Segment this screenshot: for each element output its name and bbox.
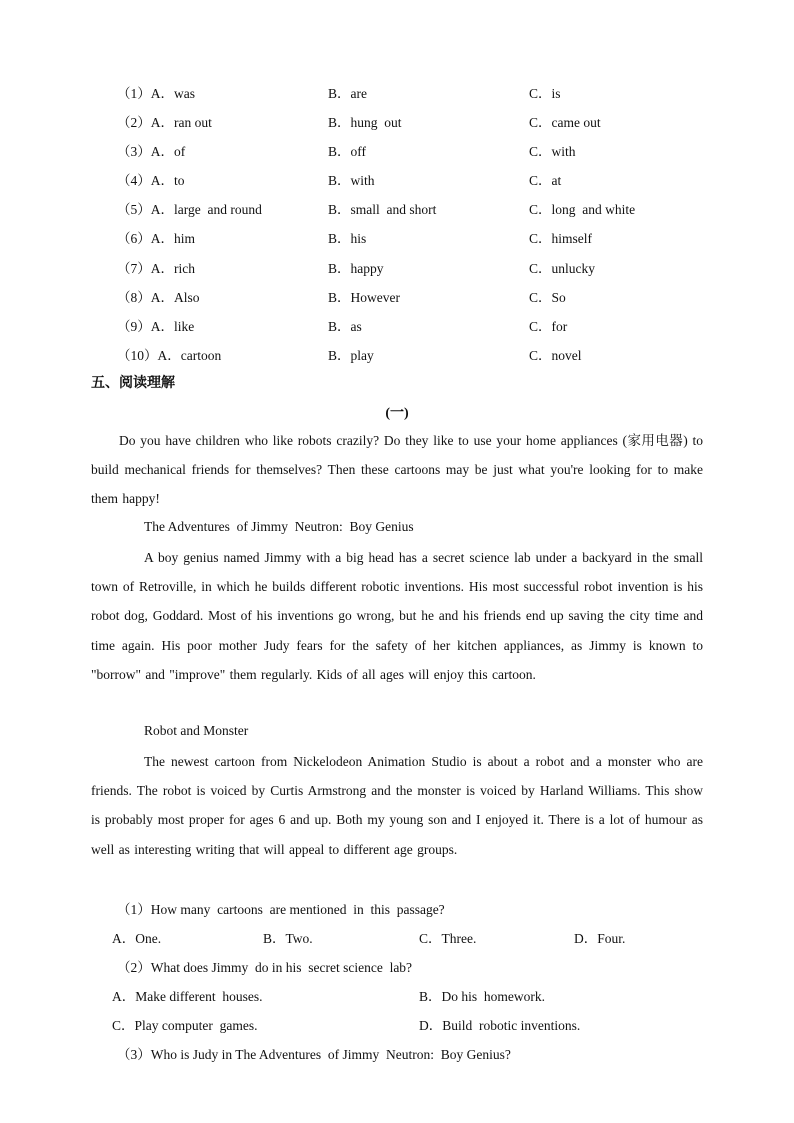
answer-option-d: D．Build robotic inventions. bbox=[419, 1018, 581, 1033]
question-stem: （2）What does Jimmy do in his secret science lab? bbox=[117, 960, 413, 975]
option-a: （7）A．rich bbox=[117, 261, 195, 276]
cloze-option-row bbox=[0, 82, 794, 102]
option-c: C．is bbox=[529, 86, 561, 101]
question-stem: （1）How many cartoons are mentioned in this passage? bbox=[117, 902, 445, 917]
cloze-option-row bbox=[0, 286, 794, 306]
option-b: B．happy bbox=[328, 261, 384, 276]
cloze-option-row bbox=[0, 140, 794, 160]
passage-number: (一) bbox=[385, 406, 409, 421]
cartoon-description: The newest cartoon from Nickelodeon Animation Studio is about a robot and a monster who are friends. The robot is voiced by Curtis Armstrong and the monster is voiced by Harland Williams. This show is probably most proper for ages 6 and up. Both my young son and I enjoyed it. There is a lot of humour as well as interesting writing that will appeal to different age groups. bbox=[91, 754, 703, 857]
answer-option-c: C．Play computer games. bbox=[112, 1018, 258, 1033]
answer-option-a: A．One. bbox=[112, 931, 162, 946]
option-a: （8）A．Also bbox=[117, 290, 200, 305]
option-a: （10）A．cartoon bbox=[117, 348, 222, 363]
cloze-option-row bbox=[0, 169, 794, 189]
option-a: （1）A．was bbox=[117, 86, 195, 101]
option-a: （9）A．like bbox=[117, 319, 195, 334]
option-c: C．So bbox=[529, 290, 566, 305]
cloze-option-row bbox=[0, 111, 794, 131]
option-a: （2）A．ran out bbox=[117, 115, 212, 130]
question-stem: （3）Who is Judy in The Adventures of Jimmy Neutron: Boy Genius? bbox=[117, 1047, 511, 1062]
option-b: B．small and short bbox=[328, 202, 437, 217]
option-a: （4）A．to bbox=[117, 173, 185, 188]
cartoon-description: A boy genius named Jimmy with a big head has a secret science lab under a backyard in the small town of Retroville, in which he builds different robotic inventions. His most successful robot invention is his robot dog, Goddard. Most of his inventions go wrong, but he and his friends end up saving the city time and time again. His poor mother Judy fears for the safety of her kitchen appliances, as Jimmy is known to "borrow" and "improve" them regularly. Kids of all ages will enjoy this cartoon. bbox=[91, 550, 703, 682]
option-b: B．play bbox=[328, 348, 374, 363]
option-c: C．himself bbox=[529, 231, 592, 246]
option-c: C．long and white bbox=[529, 202, 636, 217]
cloze-option-row bbox=[0, 198, 794, 218]
section-heading: 五、阅读理解 bbox=[91, 375, 175, 391]
intro-paragraph: Do you have children who like robots crazily? Do they like to use your home appliances (家用电器) to build mechanical friends for themselves? Then these cartoons may be just what you're looking for to make them happy! bbox=[91, 433, 703, 507]
cloze-option-row bbox=[0, 257, 794, 277]
option-b: B．hung out bbox=[328, 115, 402, 130]
cartoon-title: Robot and Monster bbox=[144, 723, 249, 738]
cloze-option-row bbox=[0, 344, 794, 364]
answer-option-c: C．Three. bbox=[419, 931, 477, 946]
option-c: C．at bbox=[529, 173, 562, 188]
option-a: （5）A．large and round bbox=[117, 202, 262, 217]
answer-option-b: B．Two. bbox=[263, 931, 313, 946]
cartoon-title: The Adventures of Jimmy Neutron: Boy Genius bbox=[144, 519, 414, 534]
answer-option-a: A．Make different houses. bbox=[112, 989, 263, 1004]
option-c: C．novel bbox=[529, 348, 582, 363]
option-c: C．for bbox=[529, 319, 568, 334]
option-c: C．with bbox=[529, 144, 576, 159]
answer-option-b: B．Do his homework. bbox=[419, 989, 545, 1004]
option-b: B．as bbox=[328, 319, 362, 334]
option-b: B．off bbox=[328, 144, 367, 159]
cloze-option-row bbox=[0, 227, 794, 247]
option-a: （6）A．him bbox=[117, 231, 196, 246]
option-b: B．with bbox=[328, 173, 375, 188]
option-b: B．However bbox=[328, 290, 400, 305]
answer-option-d: D．Four. bbox=[574, 931, 626, 946]
option-a: （3）A．of bbox=[117, 144, 186, 159]
cloze-option-row bbox=[0, 315, 794, 335]
option-c: C．came out bbox=[529, 115, 601, 130]
option-b: B．his bbox=[328, 231, 367, 246]
option-b: B．are bbox=[328, 86, 367, 101]
option-c: C．unlucky bbox=[529, 261, 595, 276]
